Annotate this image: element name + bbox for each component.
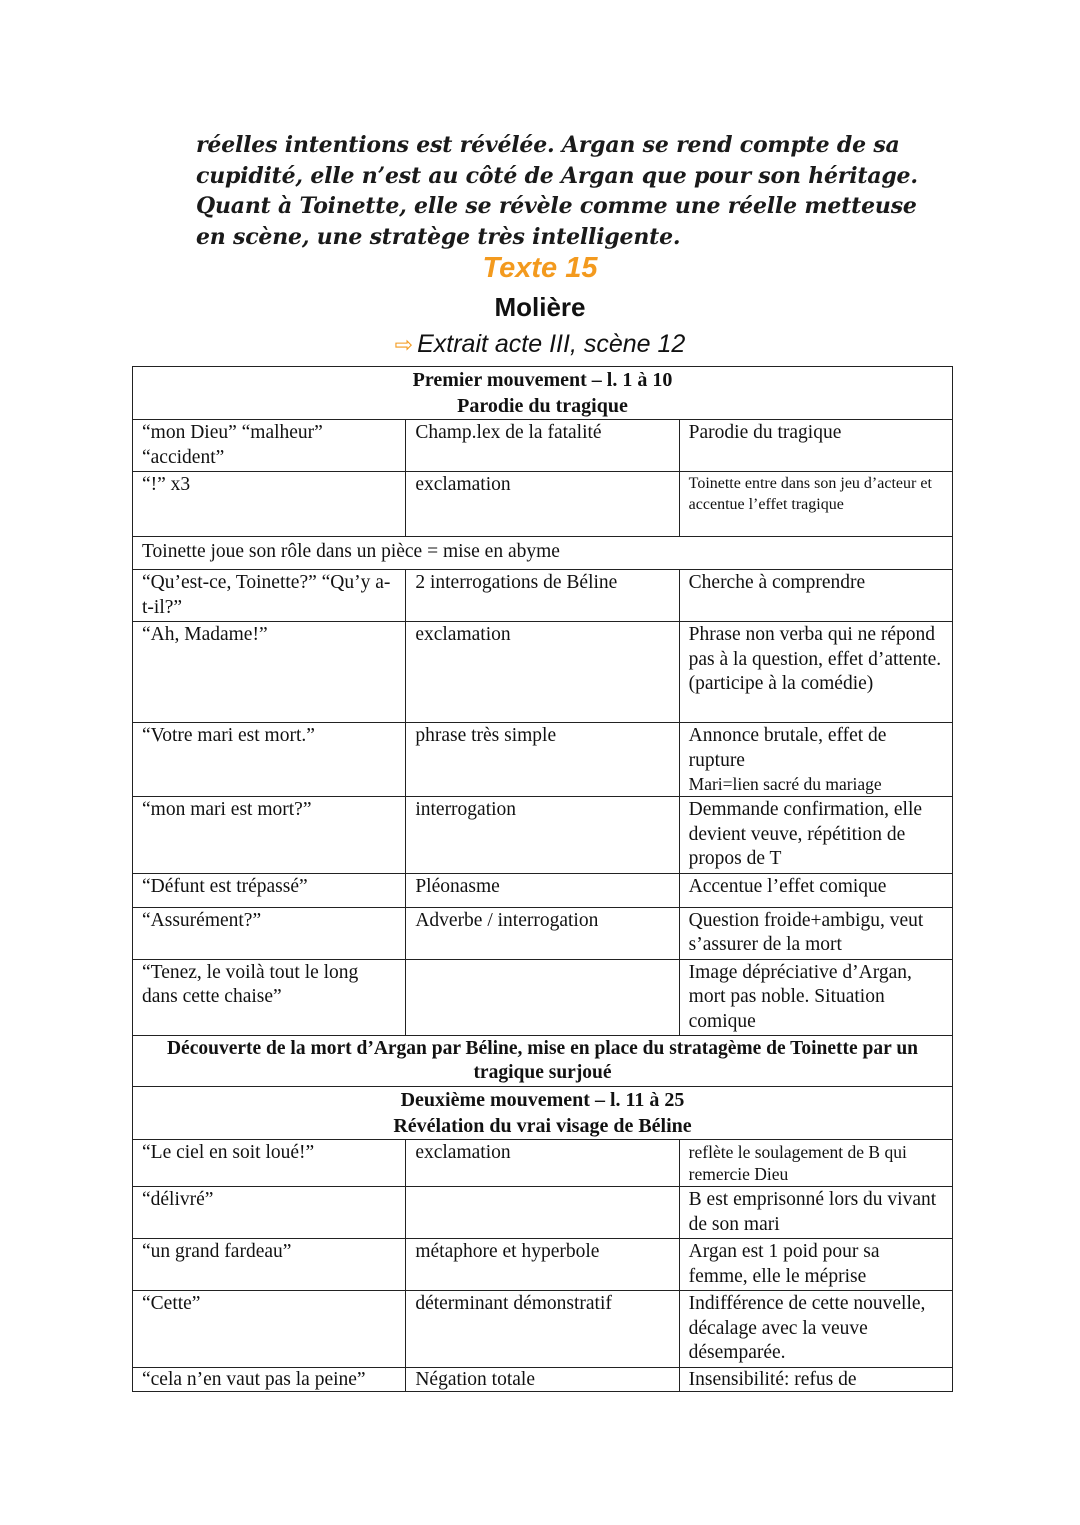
table-row: [133, 420, 953, 472]
table-row: [133, 873, 953, 907]
effect-cell: Phrase non verba qui ne répond pas à la question, effet d’attente. (participe à la comédie): [679, 622, 952, 723]
quote-cell: “Votre mari est mort.”: [133, 723, 406, 797]
movement-2-subtitle: Révélation du vrai visage de Béline: [393, 1115, 692, 1137]
device-cell: [406, 959, 679, 1036]
device-cell: interrogation: [406, 797, 679, 874]
device-cell: Pléonasme: [406, 873, 679, 907]
effect-cell: Question froide+ambigu, veut s’assurer de la mort: [679, 907, 952, 959]
quote-cell: “cela n’en vaut pas la peine”: [133, 1367, 406, 1391]
quote-cell: “!” x3: [133, 472, 406, 537]
text-number-title: Texte 15: [482, 252, 598, 284]
table-row: [133, 797, 953, 874]
effect-cell: Demmande confirmation, elle devient veuve, répétition de propos de T: [679, 797, 952, 874]
movement-1-header: [133, 367, 953, 420]
device-cell: exclamation: [406, 1140, 679, 1187]
effect-cell: reflète le soulagement de B qui remercie Dieu: [679, 1140, 952, 1187]
author-heading: Molière: [494, 292, 586, 322]
quote-cell: “Tenez, le voilà tout le long dans cette chaise”: [133, 959, 406, 1036]
effect-cell: Indifférence de cette nouvelle, décalage avec la veuve désemparée.: [679, 1291, 952, 1368]
quote-cell: “mon mari est mort?”: [133, 797, 406, 874]
extract-label: Extrait acte III, scène 12: [417, 330, 686, 358]
movement-2-header: [133, 1087, 953, 1140]
analysis-table: [132, 366, 953, 1392]
device-cell: métaphore et hyperbole: [406, 1239, 679, 1291]
quote-cell: “Ah, Madame!”: [133, 622, 406, 723]
effect-cell: Toinette entre dans son jeu d’acteur et accentue l’effet tragique: [679, 472, 952, 537]
movement-1-subtitle: Parodie du tragique: [457, 395, 628, 417]
table-row: [133, 1140, 953, 1187]
effect-cell: Insensibilité: refus de: [679, 1367, 952, 1391]
table-row: [133, 1036, 953, 1087]
device-cell: phrase très simple: [406, 723, 679, 797]
movement-2-title: Deuxième mouvement – l. 11 à 25: [400, 1089, 685, 1111]
table-row: [133, 622, 953, 723]
quote-cell: “Cette”: [133, 1291, 406, 1368]
device-cell: Champ.lex de la fatalité: [406, 420, 679, 472]
arrow-right-icon: ⇨: [394, 332, 414, 357]
table-row: [133, 1187, 953, 1239]
movement-1-title: Premier mouvement – l. 1 à 10: [412, 369, 673, 391]
effect-cell: Image dépréciative d’Argan, mort pas noble. Situation comique: [679, 959, 952, 1036]
device-cell: Adverbe / interrogation: [406, 907, 679, 959]
quote-cell: “Assurément?”: [133, 907, 406, 959]
device-cell: [406, 1187, 679, 1239]
table-row: [133, 1291, 953, 1368]
device-cell: exclamation: [406, 622, 679, 723]
table-row: [133, 907, 953, 959]
device-cell: Négation totale: [406, 1367, 679, 1391]
quote-cell: “Le ciel en soit loué!”: [133, 1140, 406, 1187]
extract-heading: [0, 330, 1080, 359]
table-row: [133, 1367, 953, 1391]
quote-cell: “délivré”: [133, 1187, 406, 1239]
table-row: [133, 472, 953, 537]
device-cell: déterminant démonstratif: [406, 1291, 679, 1368]
quote-cell: “mon Dieu” “malheur” “accident”: [133, 420, 406, 472]
quote-cell: “un grand fardeau”: [133, 1239, 406, 1291]
effect-cell: Cherche à comprendre: [679, 570, 952, 622]
device-cell: 2 interrogations de Béline: [406, 570, 679, 622]
table-row: [133, 537, 953, 570]
quote-cell: “Qu’est-ce, Toinette?” “Qu’y a-t-il?”: [133, 570, 406, 622]
effect-cell: [679, 723, 952, 797]
table-row: [133, 959, 953, 1036]
quote-cell: “Défunt est trépassé”: [133, 873, 406, 907]
effect-cell: Parodie du tragique: [679, 420, 952, 472]
table-row: [133, 1239, 953, 1291]
table-row: [133, 723, 953, 797]
effect-cell: B est emprisonné lors du vivant de son mari: [679, 1187, 952, 1239]
note-cell: Toinette joue son rôle dans un pièce = mise en abyme: [133, 537, 953, 570]
effect-note: Mari=lien sacré du mariage: [688, 774, 882, 794]
device-cell: exclamation: [406, 472, 679, 537]
table-row: [133, 570, 953, 622]
effect-cell: Argan est 1 poid pour sa femme, elle le méprise: [679, 1239, 952, 1291]
effect-text: Annonce brutale, effet de rupture: [688, 725, 887, 771]
intro-paragraph: réelles intentions est révélée. Argan se rend compte de sa cupidité, elle n’est au côté de Argan que pour son héritage. Quant à Toinette, elle se révèle comme une réelle metteuse en scène, une stratège très intelligente.: [196, 132, 918, 250]
movement-1-summary: Découverte de la mort d’Argan par Béline, mise en place du stratagème de Toinette par un tragique surjoué: [133, 1036, 953, 1087]
effect-cell: Accentue l’effet comique: [679, 873, 952, 907]
